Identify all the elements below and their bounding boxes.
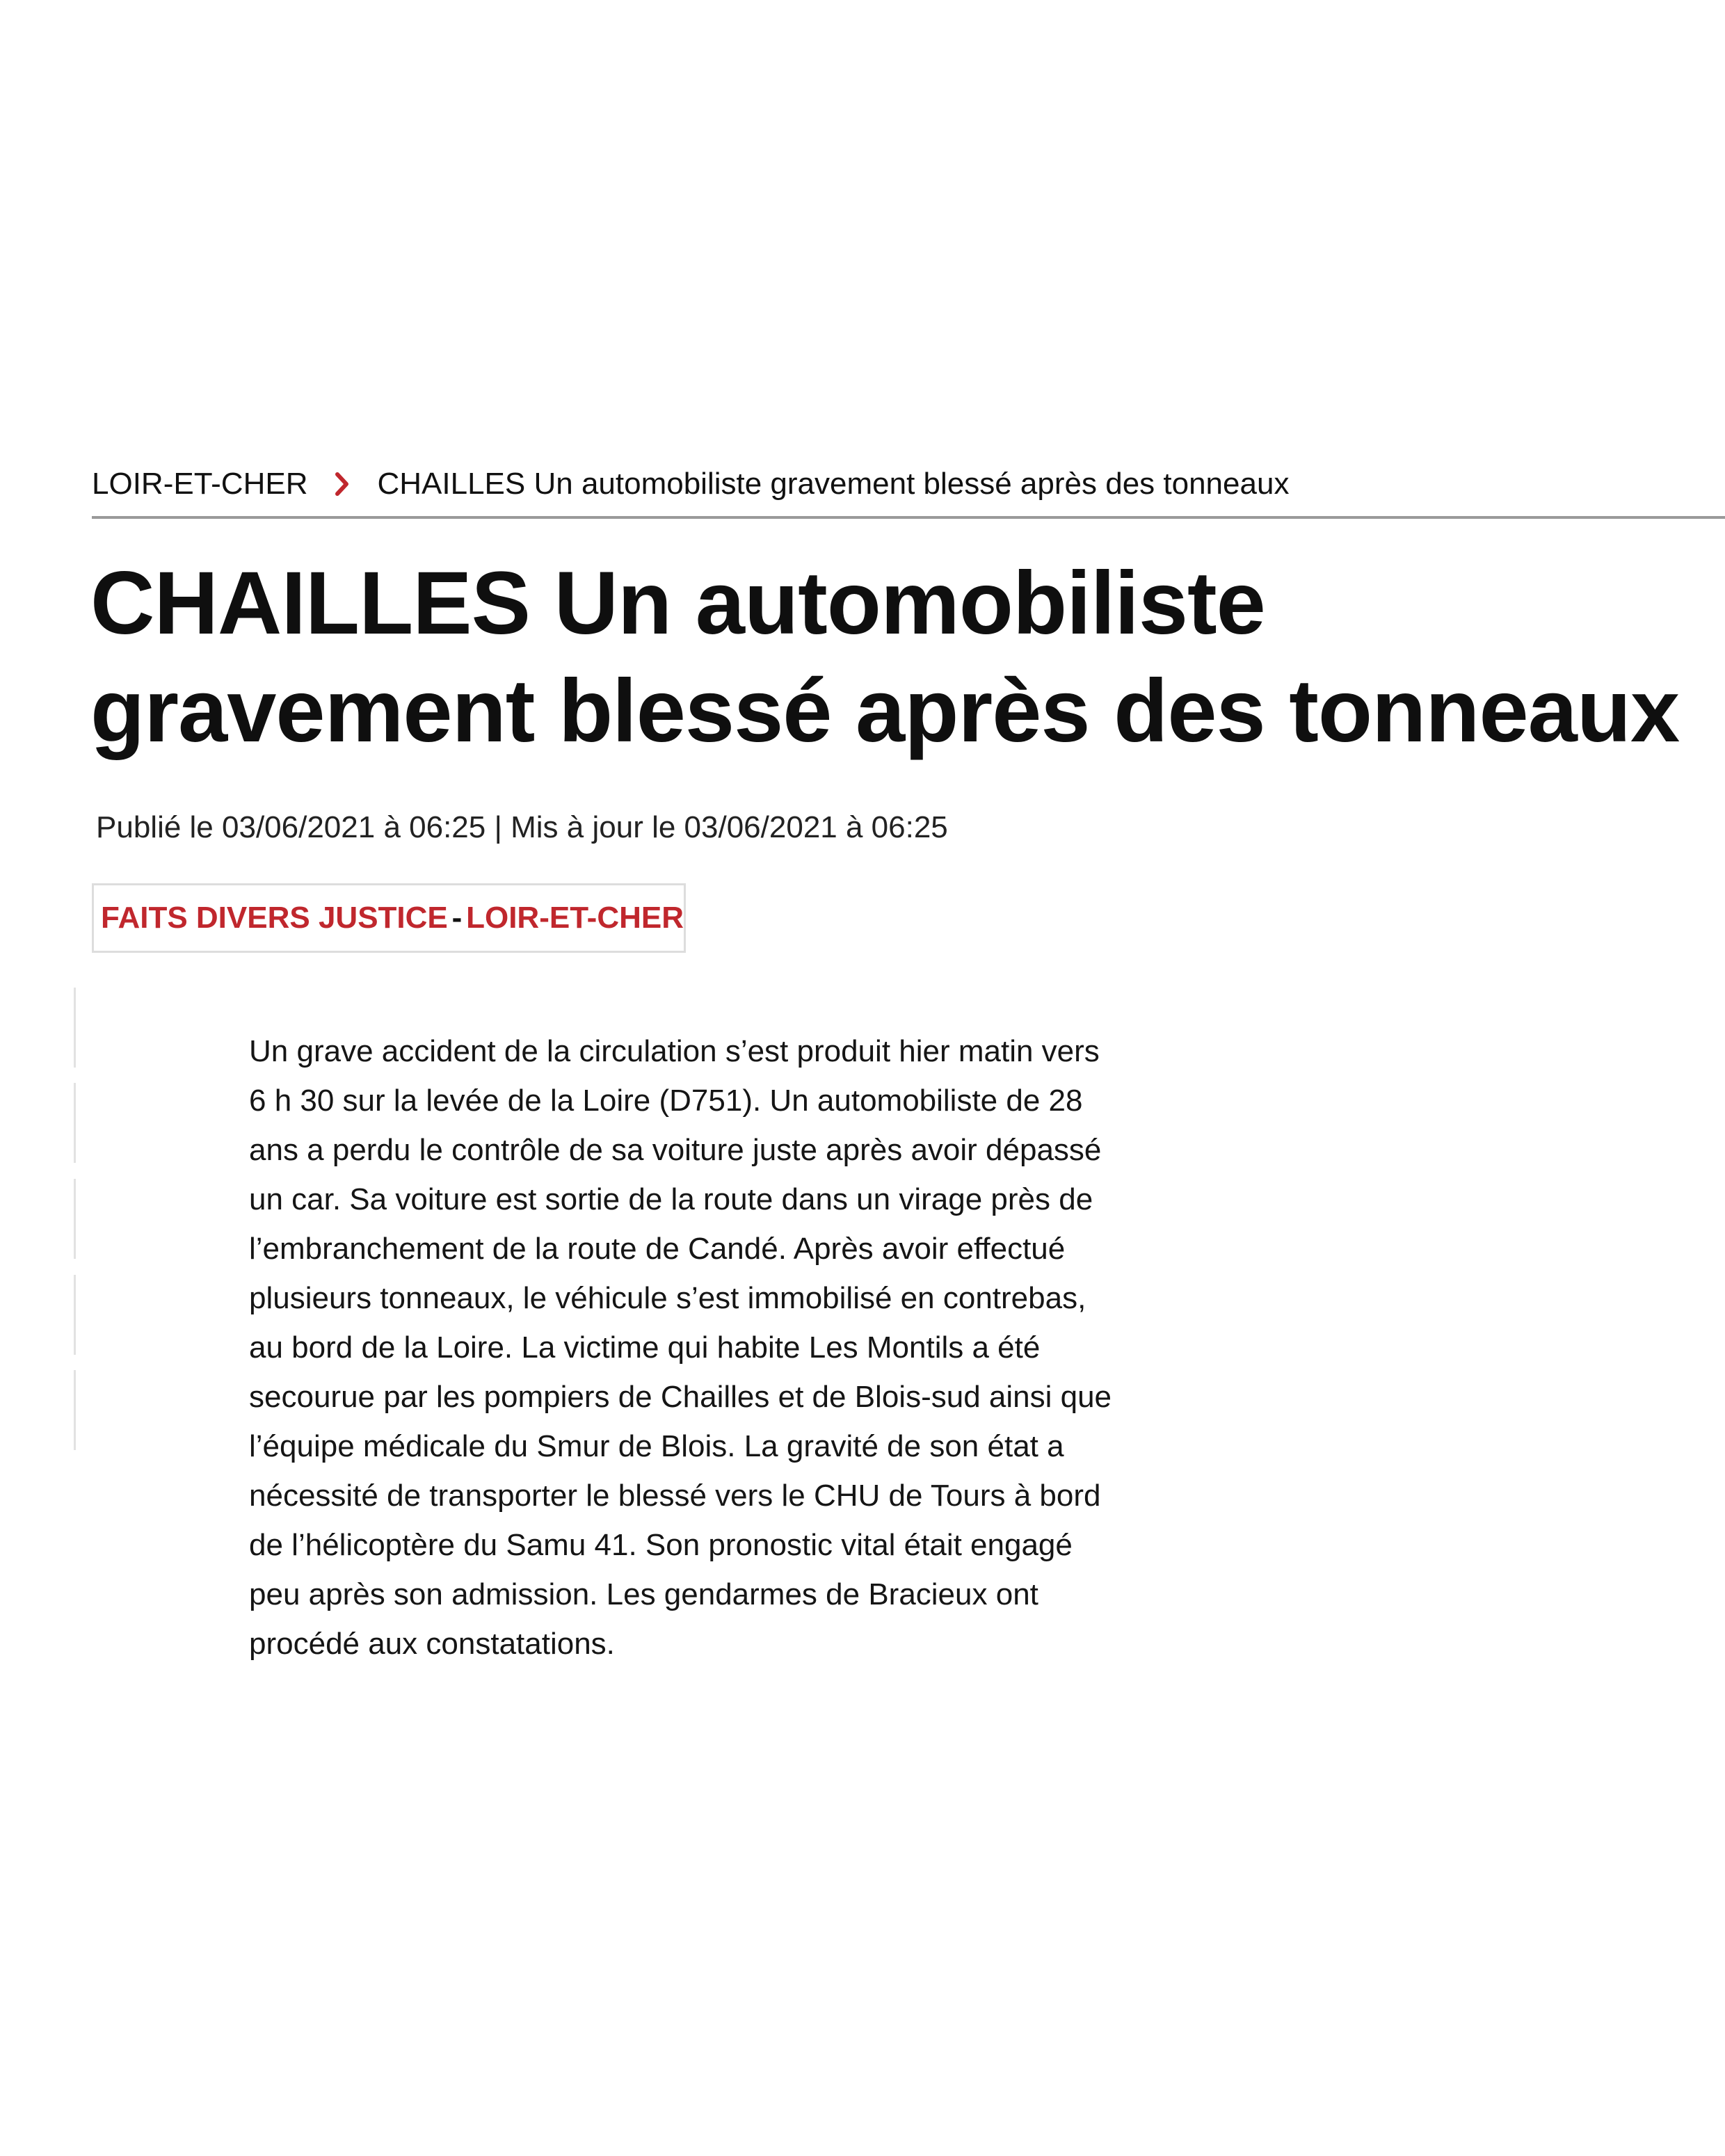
breadcrumb: [92, 463, 1725, 519]
margin-rule: [74, 1275, 76, 1355]
article-tags: [92, 883, 686, 953]
breadcrumb-current: CHAILLES Un automobiliste gravement blessé après des tonneaux: [377, 467, 1290, 501]
article-body: Un grave accident de la circulation s’est produit hier matin vers 6 h 30 sur la levée de la Loire (D751). Un automobiliste de 28 ans a perdu le contrôle de sa voiture juste après avoir dépassé un car. Sa voiture est sortie de la route dans un virage près de l’embranchement de la route de Candé. Après avoir effectué plusieurs tonneaux, le véhicule s’est immobilisé en contrebas, au bord de la Loire. La victime qui habite Les Montils a été secourue par les pompiers de Chailles et de Blois-sud ainsi que l’équipe médicale du Smur de Blois. La gravité de son état a nécessité de transporter le blessé vers le CHU de Tours à bord de l’hélicoptère du Samu 41. Son pronostic vital était engagé peu après son admission. Les gendarmes de Bracieux ont procédé aux constatations.: [249, 1034, 1112, 1661]
margin-rule: [74, 1370, 76, 1450]
tag-faits-divers-justice[interactable]: FAITS DIVERS JUSTICE: [101, 901, 448, 935]
left-margin-rules: [74, 988, 78, 1447]
breadcrumb-section-link[interactable]: LOIR-ET-CHER: [92, 467, 308, 501]
margin-rule: [74, 1083, 76, 1163]
article-title: CHAILLES Un automobiliste gravement blessé après des tonneaux: [90, 554, 1680, 761]
margin-rule: [74, 1179, 76, 1259]
publication-dates: Publié le 03/06/2021 à 06:25 | Mis à jour le 03/06/2021 à 06:25: [96, 810, 948, 844]
tag-separator: -: [451, 901, 463, 935]
margin-rule: [74, 988, 76, 1068]
tag-loir-et-cher[interactable]: LOIR-ET-CHER: [466, 901, 684, 935]
chevron-right-icon: [307, 463, 377, 505]
